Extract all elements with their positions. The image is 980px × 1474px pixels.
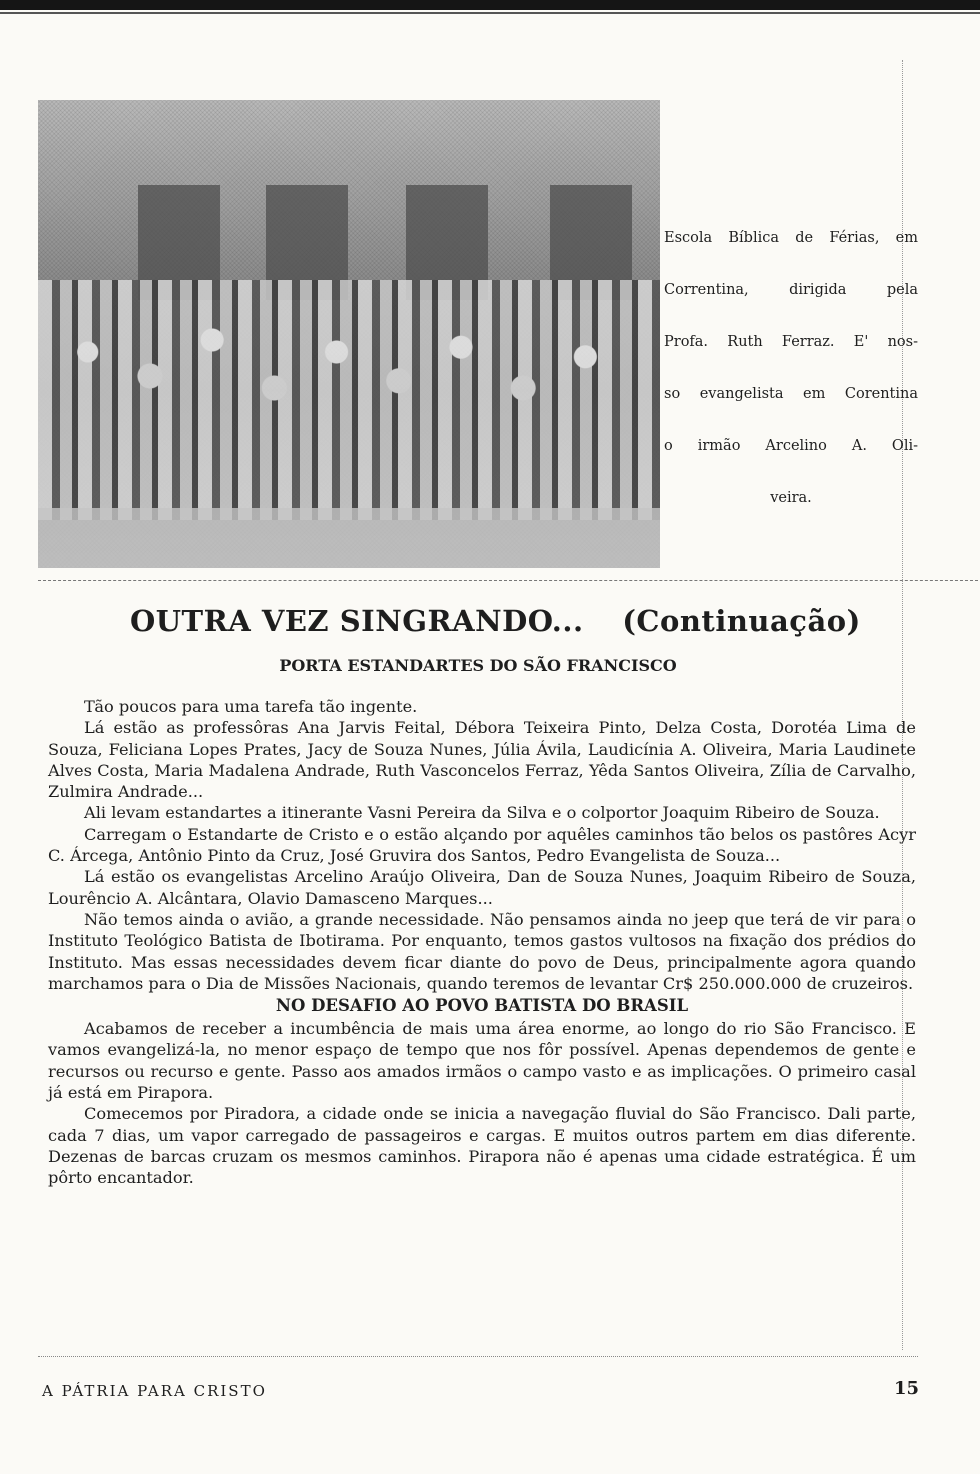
caption-line: so evangelista em Corentina <box>664 386 918 402</box>
publication-name: A PÁTRIA PARA CRISTO <box>42 1382 267 1400</box>
caption-line: Correntina, dirigida pela <box>664 282 918 298</box>
paragraph: Comecemos por Piradora, a cidade onde se inicia a navegação fluvial do São Francisco. Dali parte, cada 7 dias, um vapor carregado de passageiros e cargas. E muitos outros partem em dias diferente. Dezenas de barcas cruzam os mesmos caminhos. Pirapora não é apenas uma cidade estratégica. É um pôrto encantador. <box>48 1104 916 1188</box>
article-title-main: OUTRA VEZ SINGRANDO... <box>130 604 584 638</box>
paragraph: Carregam o Estandarte de Cristo e o estão alçando por aquêles caminhos tão belos os pastôres Acyr C. Árcega, Antônio Pinto da Cruz, José Gruvira dos Santos, Pedro Evangelista de Souza... <box>48 824 916 866</box>
photo-crowd <box>38 280 660 520</box>
footer-divider <box>38 1356 918 1357</box>
paragraph: Acabamos de receber a incumbência de mais uma área enorme, ao longo do rio São Francisco. E vamos evangelizá-la, no menor espaço de tempo que nos fôr possível. Apenas dependemos de gente e recursos ou recurso e gente. Passo aos amados irmãos o campo vasto e as implicações. O primeiro casal já está em Pirapora. <box>48 1019 916 1103</box>
section-heading: NO DESAFIO AO POVO BATISTA DO BRASIL <box>275 996 689 1016</box>
article-body <box>48 696 916 1189</box>
caption-line: veira. <box>770 490 812 506</box>
caption-line: o irmão Arcelino A. Oli- <box>664 438 918 454</box>
caption-line: Escola Bíblica de Férias, em <box>664 230 918 246</box>
caption-line: Profa. Ruth Ferraz. E' nos- <box>664 334 918 350</box>
paragraph: Lá estão as professôras Ana Jarvis Feital, Débora Teixeira Pinto, Delza Costa, Dorotéa Lima de Souza, Feliciana Lopes Prates, Jacy de Souza Nunes, Júlia Ávila, Laudicínia A. Oliveira, Maria Laudinete Alves Costa, Maria Madalena Andrade, Ruth Vasconcelos Ferraz, Yêda Santos Oliveira, Zília de Carvalho, Zulmira Andrade... <box>48 718 916 802</box>
article-title-suffix: (Continuação) <box>622 604 861 638</box>
article-subtitle: PORTA ESTANDARTES DO SÃO FRANCISCO <box>279 656 677 675</box>
top-rule <box>0 12 980 14</box>
section-divider <box>38 580 978 581</box>
photo-floor <box>38 508 660 568</box>
article-title <box>130 604 861 638</box>
paragraph: Tão poucos para uma tarefa tão ingente. <box>84 697 418 716</box>
group-photo <box>38 100 660 568</box>
paragraph: Não temos ainda o avião, a grande necessidade. Não pensamos ainda no jeep que terá de vir para o Instituto Teológico Batista de Ibotirama. Por enquanto, temos gastos vultosos na fixação dos prédios do Instituto. Mas essas necessidades devem ficar diante do povo de Deus, principalmente agora quando marchamos para o Dia de Missões Nacionais, quando teremos de levantar Cr$ 250.000.000 de cruzeiros. <box>48 909 916 993</box>
photo-caption <box>664 212 918 524</box>
page-number: 15 <box>894 1378 920 1399</box>
paragraph: Lá estão os evangelistas Arcelino Araújo Oliveira, Dan de Souza Nunes, Joaquim Ribeiro de Souza, Lourêncio A. Alcântara, Olavio Damasceno Marques... <box>48 867 916 908</box>
top-border <box>0 0 980 10</box>
paragraph: Ali levam estandartes a itinerante Vasni Pereira da Silva e o colportor Joaquim Ribeiro de Souza. <box>84 803 880 823</box>
